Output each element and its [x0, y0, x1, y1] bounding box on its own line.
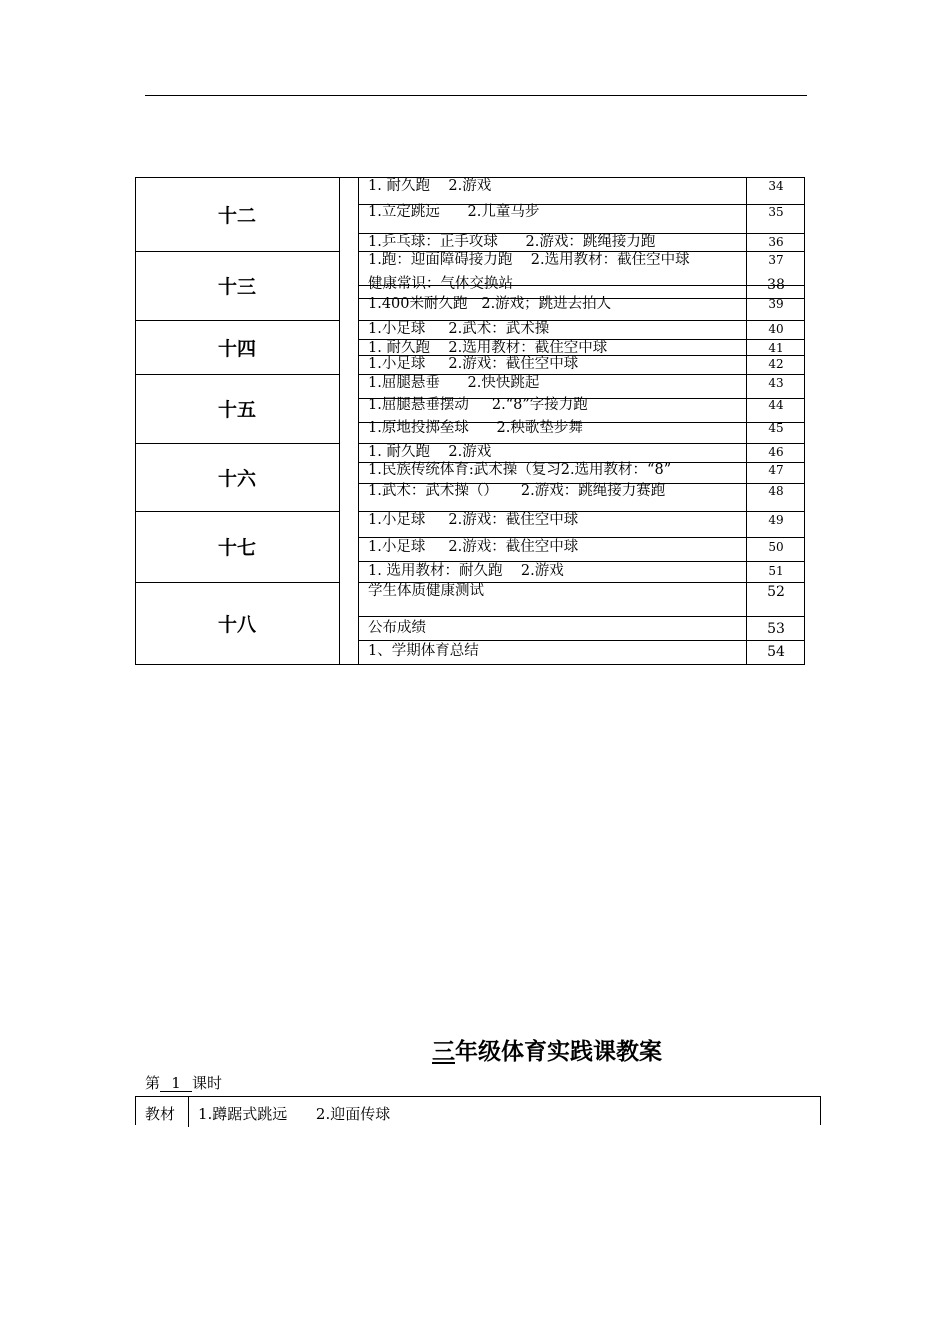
lesson-content: 1. 耐久跑 2.游戏 — [368, 178, 492, 194]
lesson-number: 35 — [768, 205, 784, 219]
row-separator — [358, 355, 805, 356]
week-separator — [135, 511, 339, 512]
lesson-content: 1.跑：迎面障碍接力跑 2.选用教材：截住空中球 — [368, 252, 690, 268]
row-separator — [358, 422, 805, 423]
lesson-content: 健康常识：气体交换站 — [368, 276, 513, 292]
period-number: 1 — [160, 1075, 192, 1092]
week-label: 十二 — [217, 204, 256, 227]
lesson-content: 公布成绩 — [368, 620, 426, 636]
row-separator — [358, 398, 805, 399]
lesson-content: 1. 耐久跑 2.游戏 — [368, 444, 492, 460]
lesson-content: 1.400米耐久跑 2.游戏；跳进去拍人 — [368, 296, 612, 312]
week-separator — [135, 443, 339, 444]
week-separator — [135, 320, 339, 321]
lesson-content: 1.原地投掷垒球 2.秧歌垫步舞 — [368, 420, 583, 436]
week-label: 十七 — [217, 537, 256, 559]
lesson-number: 40 — [768, 322, 784, 336]
lesson-number: 42 — [768, 357, 784, 371]
week-label: 十五 — [217, 399, 256, 421]
lesson-content: 1.屈腿悬垂 2.快快跳起 — [368, 375, 540, 391]
lesson-number: 47 — [768, 463, 784, 477]
lesson-content: 1、学期体育总结 — [368, 643, 479, 659]
lesson-number: 38 — [767, 277, 785, 293]
row-separator — [358, 537, 805, 538]
title-first-char: 三 — [432, 1039, 455, 1065]
lesson-number: 45 — [768, 421, 784, 435]
lesson-content: 1.小足球 2.游戏：截住空中球 — [368, 512, 579, 528]
week-label: 十八 — [217, 614, 256, 636]
lesson-content: 1.小足球 2.游戏：截住空中球 — [368, 539, 579, 555]
row-separator — [358, 640, 805, 641]
row-separator — [358, 462, 805, 463]
lesson-number: 43 — [768, 376, 784, 390]
lesson-content: 1. 选用教材：耐久跑 2.游戏 — [368, 563, 564, 579]
lesson-content: 1.小足球 2.武术：武术操 — [368, 321, 550, 337]
lesson-number: 41 — [768, 341, 784, 355]
row-separator — [358, 483, 805, 484]
lesson-content: 1.屈腿悬垂摆动 2.“8”字接力跑 — [368, 397, 588, 413]
lesson-number: 36 — [768, 235, 784, 249]
header-rule — [145, 95, 807, 96]
lesson-number: 49 — [768, 513, 784, 527]
title-rest: 年级体育实践课教案 — [455, 1039, 662, 1065]
row-separator — [358, 298, 805, 299]
row-separator — [358, 339, 805, 340]
row-separator — [358, 285, 805, 286]
lesson-content: 1.小足球 2.游戏：截住空中球 — [368, 356, 579, 372]
materials-table — [135, 1096, 823, 1127]
lesson-plan-title — [432, 1033, 662, 1066]
row-separator — [358, 561, 805, 562]
week-separator — [135, 374, 339, 375]
week-separator — [135, 251, 339, 252]
lesson-number: 37 — [768, 253, 784, 267]
lesson-number: 52 — [767, 584, 785, 600]
lesson-number: 34 — [768, 179, 784, 193]
week-label: 十四 — [217, 337, 256, 360]
row-separator — [358, 233, 805, 234]
lesson-content: 1.乒乓球：正手攻球 2.游戏：跳绳接力跑 — [368, 234, 656, 250]
period-suffix: 课时 — [192, 1074, 223, 1092]
lesson-number: 51 — [768, 564, 784, 578]
lesson-number: 54 — [767, 644, 785, 660]
week-label: 十六 — [217, 467, 256, 490]
row-separator — [358, 616, 805, 617]
materials-divider — [188, 1096, 189, 1127]
period-line — [145, 1072, 222, 1093]
materials-label: 教材 — [145, 1105, 176, 1123]
materials-content: 1.蹲踞式跳远 2.迎面传球 — [198, 1105, 391, 1123]
lesson-number: 48 — [768, 484, 784, 498]
lesson-number: 39 — [768, 297, 784, 311]
lesson-number: 44 — [768, 398, 784, 412]
lesson-number: 53 — [767, 621, 785, 637]
lesson-content: 学生体质健康测试 — [368, 583, 484, 599]
teaching-schedule-table — [135, 177, 805, 665]
week-separator — [135, 582, 339, 583]
lesson-content: 1. 耐久跑 2.选用教材：截住空中球 — [368, 340, 608, 356]
row-separator — [358, 204, 805, 205]
week-label: 十三 — [217, 276, 256, 298]
lesson-content: 1.立定跳远 2.儿童马步 — [368, 204, 540, 220]
lesson-content: 1.民族传统体育:武术操（复习2.选用教材：“8” — [368, 462, 672, 478]
lesson-content: 1.武术：武术操（） 2.游戏：跳绳接力赛跑 — [368, 483, 666, 499]
table-column-divider — [339, 177, 340, 665]
lesson-number: 50 — [768, 540, 784, 554]
lesson-number: 46 — [768, 445, 784, 459]
period-prefix: 第 — [145, 1074, 161, 1092]
